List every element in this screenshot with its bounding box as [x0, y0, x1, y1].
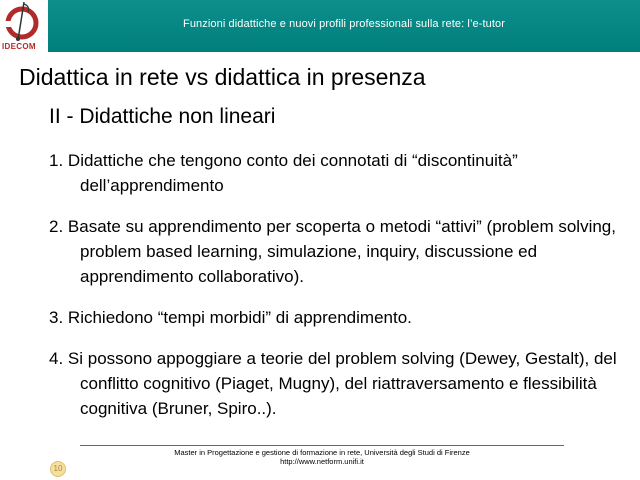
- item-number: 2.: [49, 217, 64, 236]
- slide-title: Didattica in rete vs didattica in presenza: [19, 64, 426, 90]
- footer-line-1: Master in Progettazione e gestione di formazione in rete, Università degli Studi di Firenze: [174, 448, 470, 457]
- item-text: Si possono appoggiare a teorie del problem solving (Dewey, Gestalt), del conflitto cognitivo (Piaget, Mugny), del riattraversamento e flessibilità cognitiva (Bruner, Spiro..).: [67, 349, 617, 418]
- logo-text: IDECOM: [2, 42, 36, 51]
- item-number: 3.: [49, 308, 64, 327]
- header-bar: [48, 0, 640, 52]
- list-item: [49, 346, 619, 421]
- header-title: Funzioni didattiche e nuovi profili professionali sulla rete: l’e-tutor: [183, 18, 505, 30]
- idecom-logo-icon: [0, 0, 48, 44]
- item-number: 4.: [49, 349, 64, 368]
- item-text: Basate su apprendimento per scoperta o metodi “attivi” (problem solving, problem based learning, simulazione, inquiry, discussione ed apprendimento collaborativo).: [67, 217, 616, 286]
- item-number: 1.: [49, 151, 64, 170]
- footer-url[interactable]: http://www.netform.unifi.it: [280, 457, 364, 466]
- list-item: [49, 148, 619, 198]
- footer: [80, 448, 564, 466]
- list-item: [49, 214, 619, 289]
- footer-divider: [80, 445, 564, 446]
- list-item: [49, 305, 619, 330]
- item-text: Didattiche che tengono conto dei connotati di “discontinuità” dell’apprendimento: [67, 151, 518, 195]
- points-list: [49, 148, 619, 421]
- page-number-badge: 10: [50, 461, 66, 477]
- slide-subtitle: II - Didattiche non lineari: [49, 105, 276, 128]
- item-text: Richiedono “tempi morbidi” di apprendimento.: [67, 308, 412, 327]
- idecom-logo: [0, 0, 48, 60]
